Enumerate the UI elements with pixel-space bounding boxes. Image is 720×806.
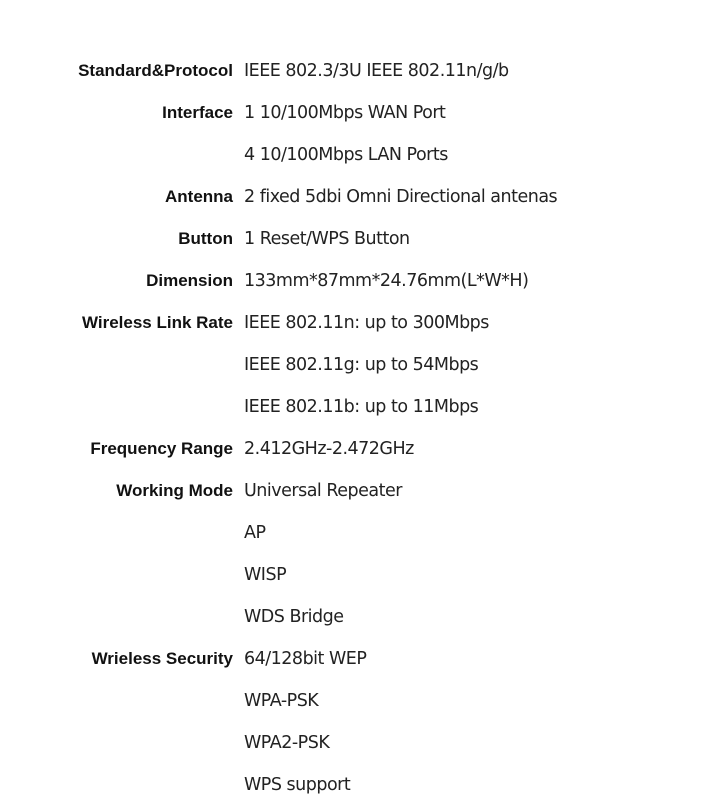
spec-value: IEEE 802.11g: up to 54Mbps [244,355,479,375]
spec-table [0,50,720,806]
spec-value: WDS Bridge [244,607,344,627]
spec-value: AP [244,523,266,543]
spec-value: IEEE 802.3/3U IEEE 802.11n/g/b [244,61,509,81]
spec-value: 133mm*87mm*24.76mm(L*W*H) [244,271,529,291]
spec-label: Standard&Protocol [78,61,233,80]
spec-row-standard-protocol [0,50,720,92]
spec-value: WPS support [244,775,351,795]
spec-row-wireless-security-cont [0,680,720,722]
spec-value: WPA2-PSK [244,733,330,753]
spec-value: 1 10/100Mbps WAN Port [244,103,446,123]
spec-label: Frequency Range [90,439,233,458]
spec-row-interface [0,92,720,134]
spec-value: 2 fixed 5dbi Omni Directional antenas [244,187,558,207]
spec-row-wireless-security-cont [0,764,720,806]
spec-value: 2.412GHz-2.472GHz [244,439,414,459]
spec-label: Interface [162,103,233,122]
spec-row-working-mode-cont [0,554,720,596]
spec-label: Button [178,229,233,248]
spec-row-wireless-link-rate-cont [0,386,720,428]
spec-value: IEEE 802.11n: up to 300Mbps [244,313,489,333]
spec-row-button [0,218,720,260]
spec-value: WISP [244,565,287,585]
spec-value: IEEE 802.11b: up to 11Mbps [244,397,479,417]
spec-label: Working Mode [116,481,233,500]
spec-value: WPA-PSK [244,691,319,711]
spec-value: 4 10/100Mbps LAN Ports [244,145,448,165]
spec-label: Dimension [146,271,233,290]
spec-row-working-mode [0,470,720,512]
spec-value: Universal Repeater [244,481,402,501]
spec-row-antenna [0,176,720,218]
spec-value: 64/128bit WEP [244,649,367,669]
spec-row-wireless-security [0,638,720,680]
spec-row-wireless-link-rate [0,302,720,344]
spec-value: 1 Reset/WPS Button [244,229,410,249]
spec-row-dimension [0,260,720,302]
spec-row-wireless-link-rate-cont [0,344,720,386]
spec-label: Wireless Link Rate [81,313,233,332]
spec-row-working-mode-cont [0,596,720,638]
spec-row-frequency-range [0,428,720,470]
spec-row-interface-cont [0,134,720,176]
spec-label: Antenna [165,187,233,206]
spec-row-working-mode-cont [0,512,720,554]
spec-label: Wrieless Security [91,649,233,668]
spec-row-wireless-security-cont [0,722,720,764]
